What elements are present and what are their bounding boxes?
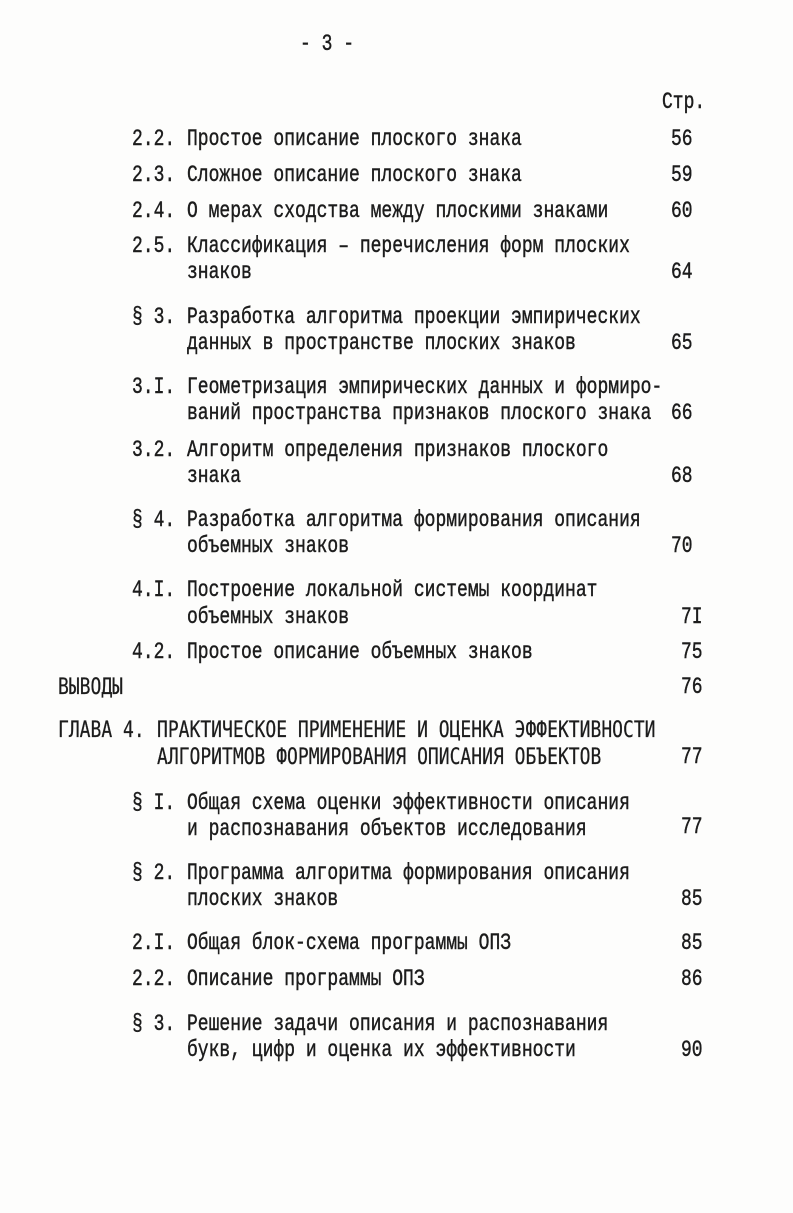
entry-page-number: 70 <box>671 534 693 560</box>
entry-number: 2.2. <box>132 967 176 993</box>
toc-entry <box>0 307 793 355</box>
entry-number: 2.5. <box>132 234 176 260</box>
toc-entry <box>0 201 793 223</box>
entry-page-number: 65 <box>671 331 693 357</box>
entry-title-line: плоских знаков <box>187 887 339 913</box>
toc-entry <box>0 933 793 955</box>
entry-number: 2.I. <box>132 931 176 957</box>
entry-page-number: 64 <box>671 260 693 286</box>
entry-number: 2.4. <box>132 199 176 225</box>
entry-title-line: и распознавания объектов исследования <box>187 817 587 843</box>
entry-title-line: Общая блок-схема программы ОПЗ <box>187 931 512 957</box>
entry-title-line: Описание программы ОПЗ <box>187 967 425 993</box>
entry-page-number: 68 <box>671 464 693 490</box>
entry-title-line: Простое описание плоского знака <box>187 127 522 153</box>
entry-title-line: букв, цифр и оценка их эффективности <box>187 1038 576 1064</box>
entry-title-line: Разработка алгоритма проекции эмпирических <box>187 305 641 331</box>
entry-page-number: 76 <box>681 675 703 701</box>
chapter-title-line: ПРАКТИЧЕСКОЕ ПРИМЕНЕНИЕ И ОЦЕНКА ЭФФЕКТИВНОСТИ <box>157 717 656 744</box>
entry-title-line: О мерах сходства между плоскими знаками <box>187 199 609 225</box>
toc-entry <box>0 793 793 841</box>
entry-page-number: 77 <box>681 745 703 771</box>
entry-title-line: Построение локальной системы координат <box>187 578 598 604</box>
entry-number: § 4. <box>132 508 176 534</box>
toc-entry <box>0 165 793 187</box>
entry-page-number: 85 <box>681 931 703 957</box>
toc-entry <box>0 129 793 151</box>
page-number: - 3 - <box>300 32 355 58</box>
entry-title-line: данных в пространстве плоских знаков <box>187 331 576 357</box>
chapter-number: ГЛАВА 4. <box>58 717 145 744</box>
entry-title-line: объемных знаков <box>187 534 350 560</box>
entry-number: 4.I. <box>132 578 176 604</box>
entry-page-number: 66 <box>671 401 693 427</box>
toc-entry <box>0 510 793 558</box>
entry-title-line: Простое описание объемных знаков <box>187 640 533 666</box>
entry-title-line: объемных знаков <box>187 605 350 631</box>
entry-number: § I. <box>132 791 176 817</box>
toc-entry <box>0 377 793 425</box>
entry-title-line: Алгоритм определения признаков плоского <box>187 438 609 464</box>
chapter-title-line: АЛГОРИТМОВ ФОРМИРОВАНИЯ ОПИСАНИЯ ОБЪЕКТОВ <box>157 744 602 771</box>
entry-title-line: Общая схема оценки эффективности описания <box>187 791 630 817</box>
entry-title-line: ваний пространства признаков плоского знака <box>187 401 652 427</box>
entry-number: 3.I. <box>132 375 176 401</box>
entry-title-line: Разработка алгоритма формирования описания <box>187 508 641 534</box>
entry-page-number: 75 <box>681 640 703 666</box>
toc-conclusions-entry <box>0 674 793 701</box>
entry-title-line: Программа алгоритма формирования описания <box>187 861 630 887</box>
entry-page-number: 56 <box>671 127 693 153</box>
entry-page-number: 59 <box>671 163 693 189</box>
chapter-heading-entry <box>0 717 793 771</box>
entry-number: 2.2. <box>132 127 176 153</box>
entry-number: § 3. <box>132 1012 176 1038</box>
entry-page-number: 7I <box>681 605 703 631</box>
toc-entry <box>0 578 793 631</box>
entry-title-line: Классификация – перечисления форм плоских <box>187 234 630 260</box>
entry-page-number: 77 <box>681 815 703 841</box>
entry-title-line: Сложное описание плоского знака <box>187 163 522 189</box>
toc-entry <box>0 236 793 284</box>
entry-page-number: 85 <box>681 887 703 913</box>
entry-number: 3.2. <box>132 438 176 464</box>
toc-entry <box>0 1014 793 1062</box>
conclusions-label: ВЫВОДЫ <box>58 674 124 701</box>
entry-title-line: знака <box>187 464 242 490</box>
entry-page-number: 90 <box>681 1038 703 1064</box>
entry-number: § 3. <box>132 305 176 331</box>
entry-page-number: 60 <box>671 199 693 225</box>
toc-entry <box>0 969 793 991</box>
entry-number: 4.2. <box>132 640 176 666</box>
entry-number: 2.3. <box>132 163 176 189</box>
toc-entry <box>0 440 793 488</box>
entry-title-line: знаков <box>187 260 252 286</box>
entry-number: § 2. <box>132 861 176 887</box>
page-column-header: Стр. <box>662 90 706 116</box>
toc-entry <box>0 642 793 664</box>
entry-title-line: Решение задачи описания и распознавания <box>187 1012 609 1038</box>
entry-title-line: Геометризация эмпирических данных и формиро- <box>187 375 663 401</box>
toc-entry <box>0 863 793 911</box>
entry-page-number: 86 <box>681 967 703 993</box>
